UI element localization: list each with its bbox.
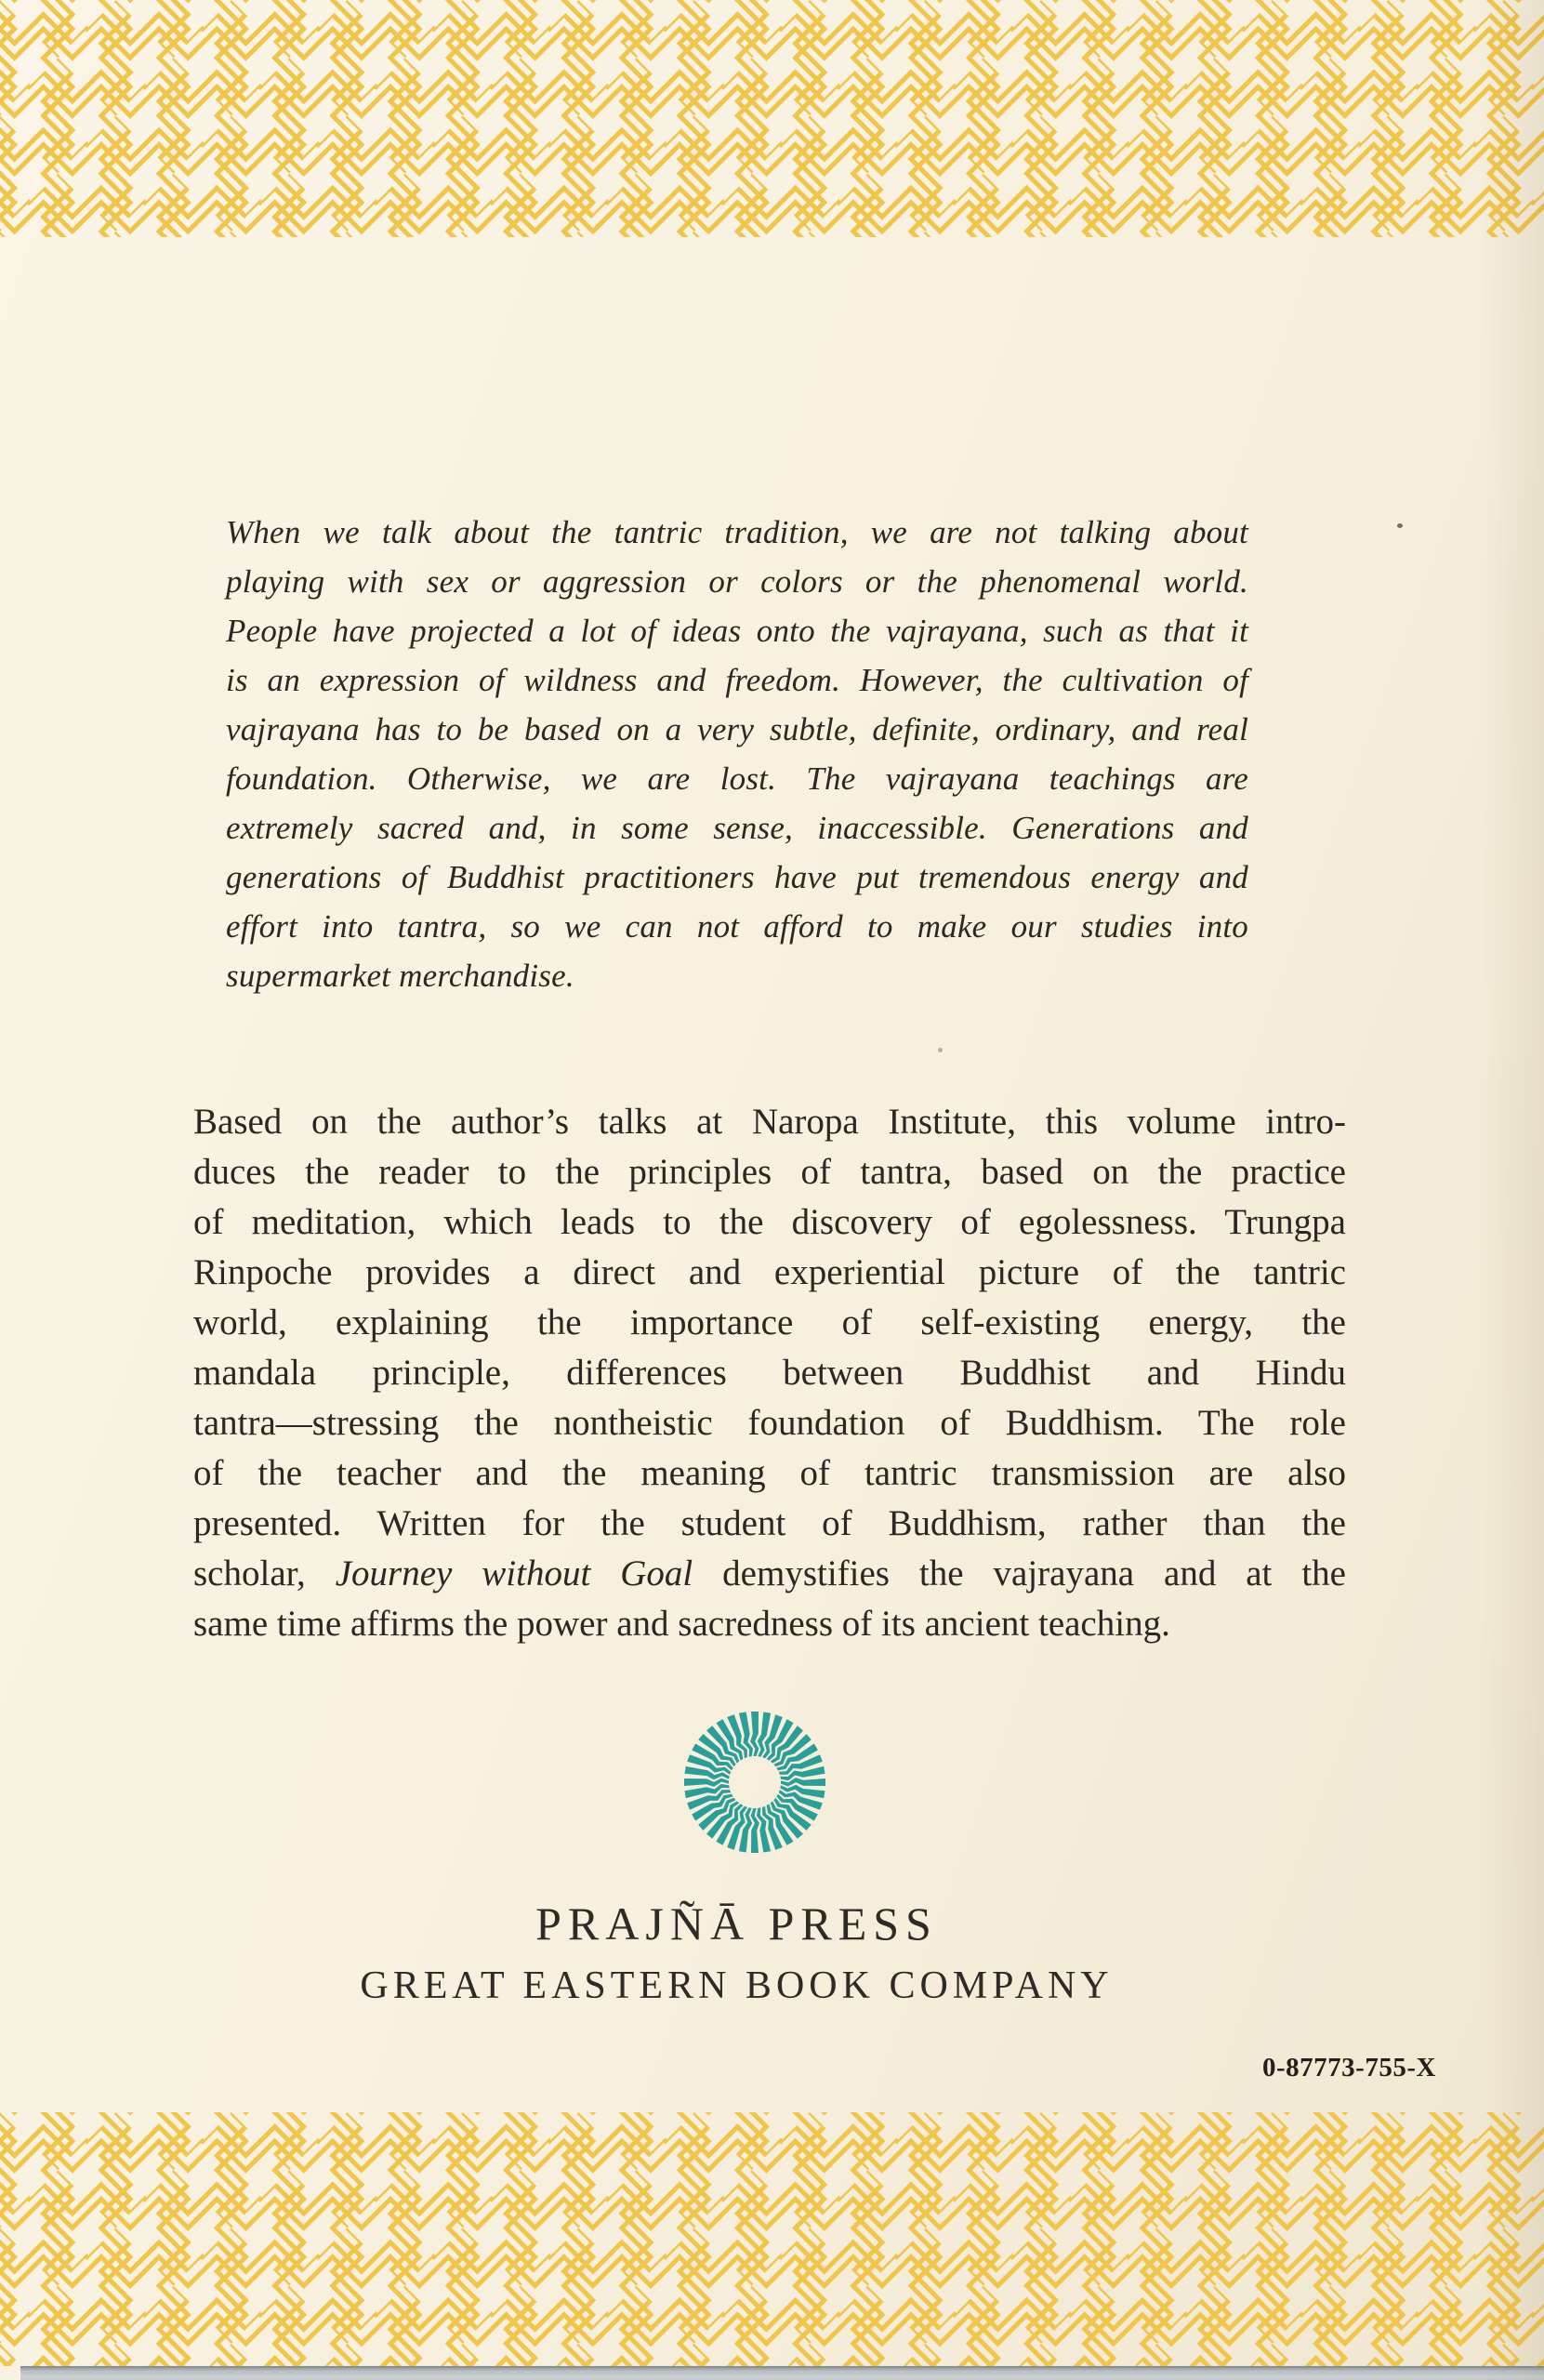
sayagata-pattern-band-top [0,0,1544,237]
description-line: same time affirms the power and sacredness of its ancient teaching. [193,1604,1170,1644]
quote-line: is an expression of wildness and freedom. However, the cultivation of [226,662,1248,698]
description-line-with-book-title [193,1549,1346,1599]
prajna-press-sunburst-logo-icon [676,1703,834,1861]
quote-line: playing with sex or aggression or colors or the phenomenal world. [226,563,1248,600]
isbn-number: 0-87773-755-X [1262,2053,1436,2082]
quote-line: vajrayana has to be based on a very subtle, definite, ordinary, and real [226,711,1248,747]
description-line: world, explaining the importance of self-existing energy, the [193,1302,1346,1342]
sayagata-pattern-band-bottom [0,2112,1544,2366]
quote-line: supermarket merchandise. [226,958,574,994]
description-text: scholar, [193,1554,336,1593]
description-line: of meditation, which leads to the discovery of egolessness. Trungpa [193,1202,1346,1242]
description-line: duces the reader to the principles of tantra, based on the practice [193,1152,1346,1192]
description-line: Rinpoche provides a direct and experiential picture of the tantric [193,1252,1346,1292]
description-line: of the teacher and the meaning of tantric transmission are also [193,1453,1346,1493]
page-bottom-edge [20,2366,1544,2380]
description-text: demystifies the vajrayana and at the [693,1554,1346,1593]
quote-line: extremely sacred and, in some sense, inaccessible. Generations and [226,810,1248,846]
quote-block [226,508,1248,1000]
description-line: tantra—stressing the nontheistic foundation of Buddhism. The role [193,1403,1346,1443]
quote-line: People have projected a lot of ideas onto the vajrayana, such as that it [226,613,1248,649]
paper-speck [938,1048,943,1052]
description-line: mandala principle, differences between Buddhist and Hindu [193,1353,1346,1393]
publisher-name: PRAJÑĀ PRESS [535,1897,938,1950]
quote-line: foundation. Otherwise, we are lost. The vajrayana teachings are [226,760,1248,797]
book-title: Journey without Goal [335,1554,693,1593]
description-line: Based on the author’s talks at Naropa Institute, this volume intro- [193,1102,1346,1142]
quote-line: effort into tantra, so we can not afford to make our studies into [226,908,1248,945]
paper-speck [1397,523,1403,528]
description-line: presented. Written for the student of Buddhism, rather than the [193,1503,1346,1543]
quote-line: When we talk about the tantric tradition, we are not talking about [226,514,1248,550]
page-edge-shading [1479,0,1544,2380]
description-block [193,1097,1346,1649]
publisher-company: GREAT EASTERN BOOK COMPANY [360,1964,1114,2007]
quote-line: generations of Buddhist practitioners have put tremendous energy and [226,859,1248,895]
